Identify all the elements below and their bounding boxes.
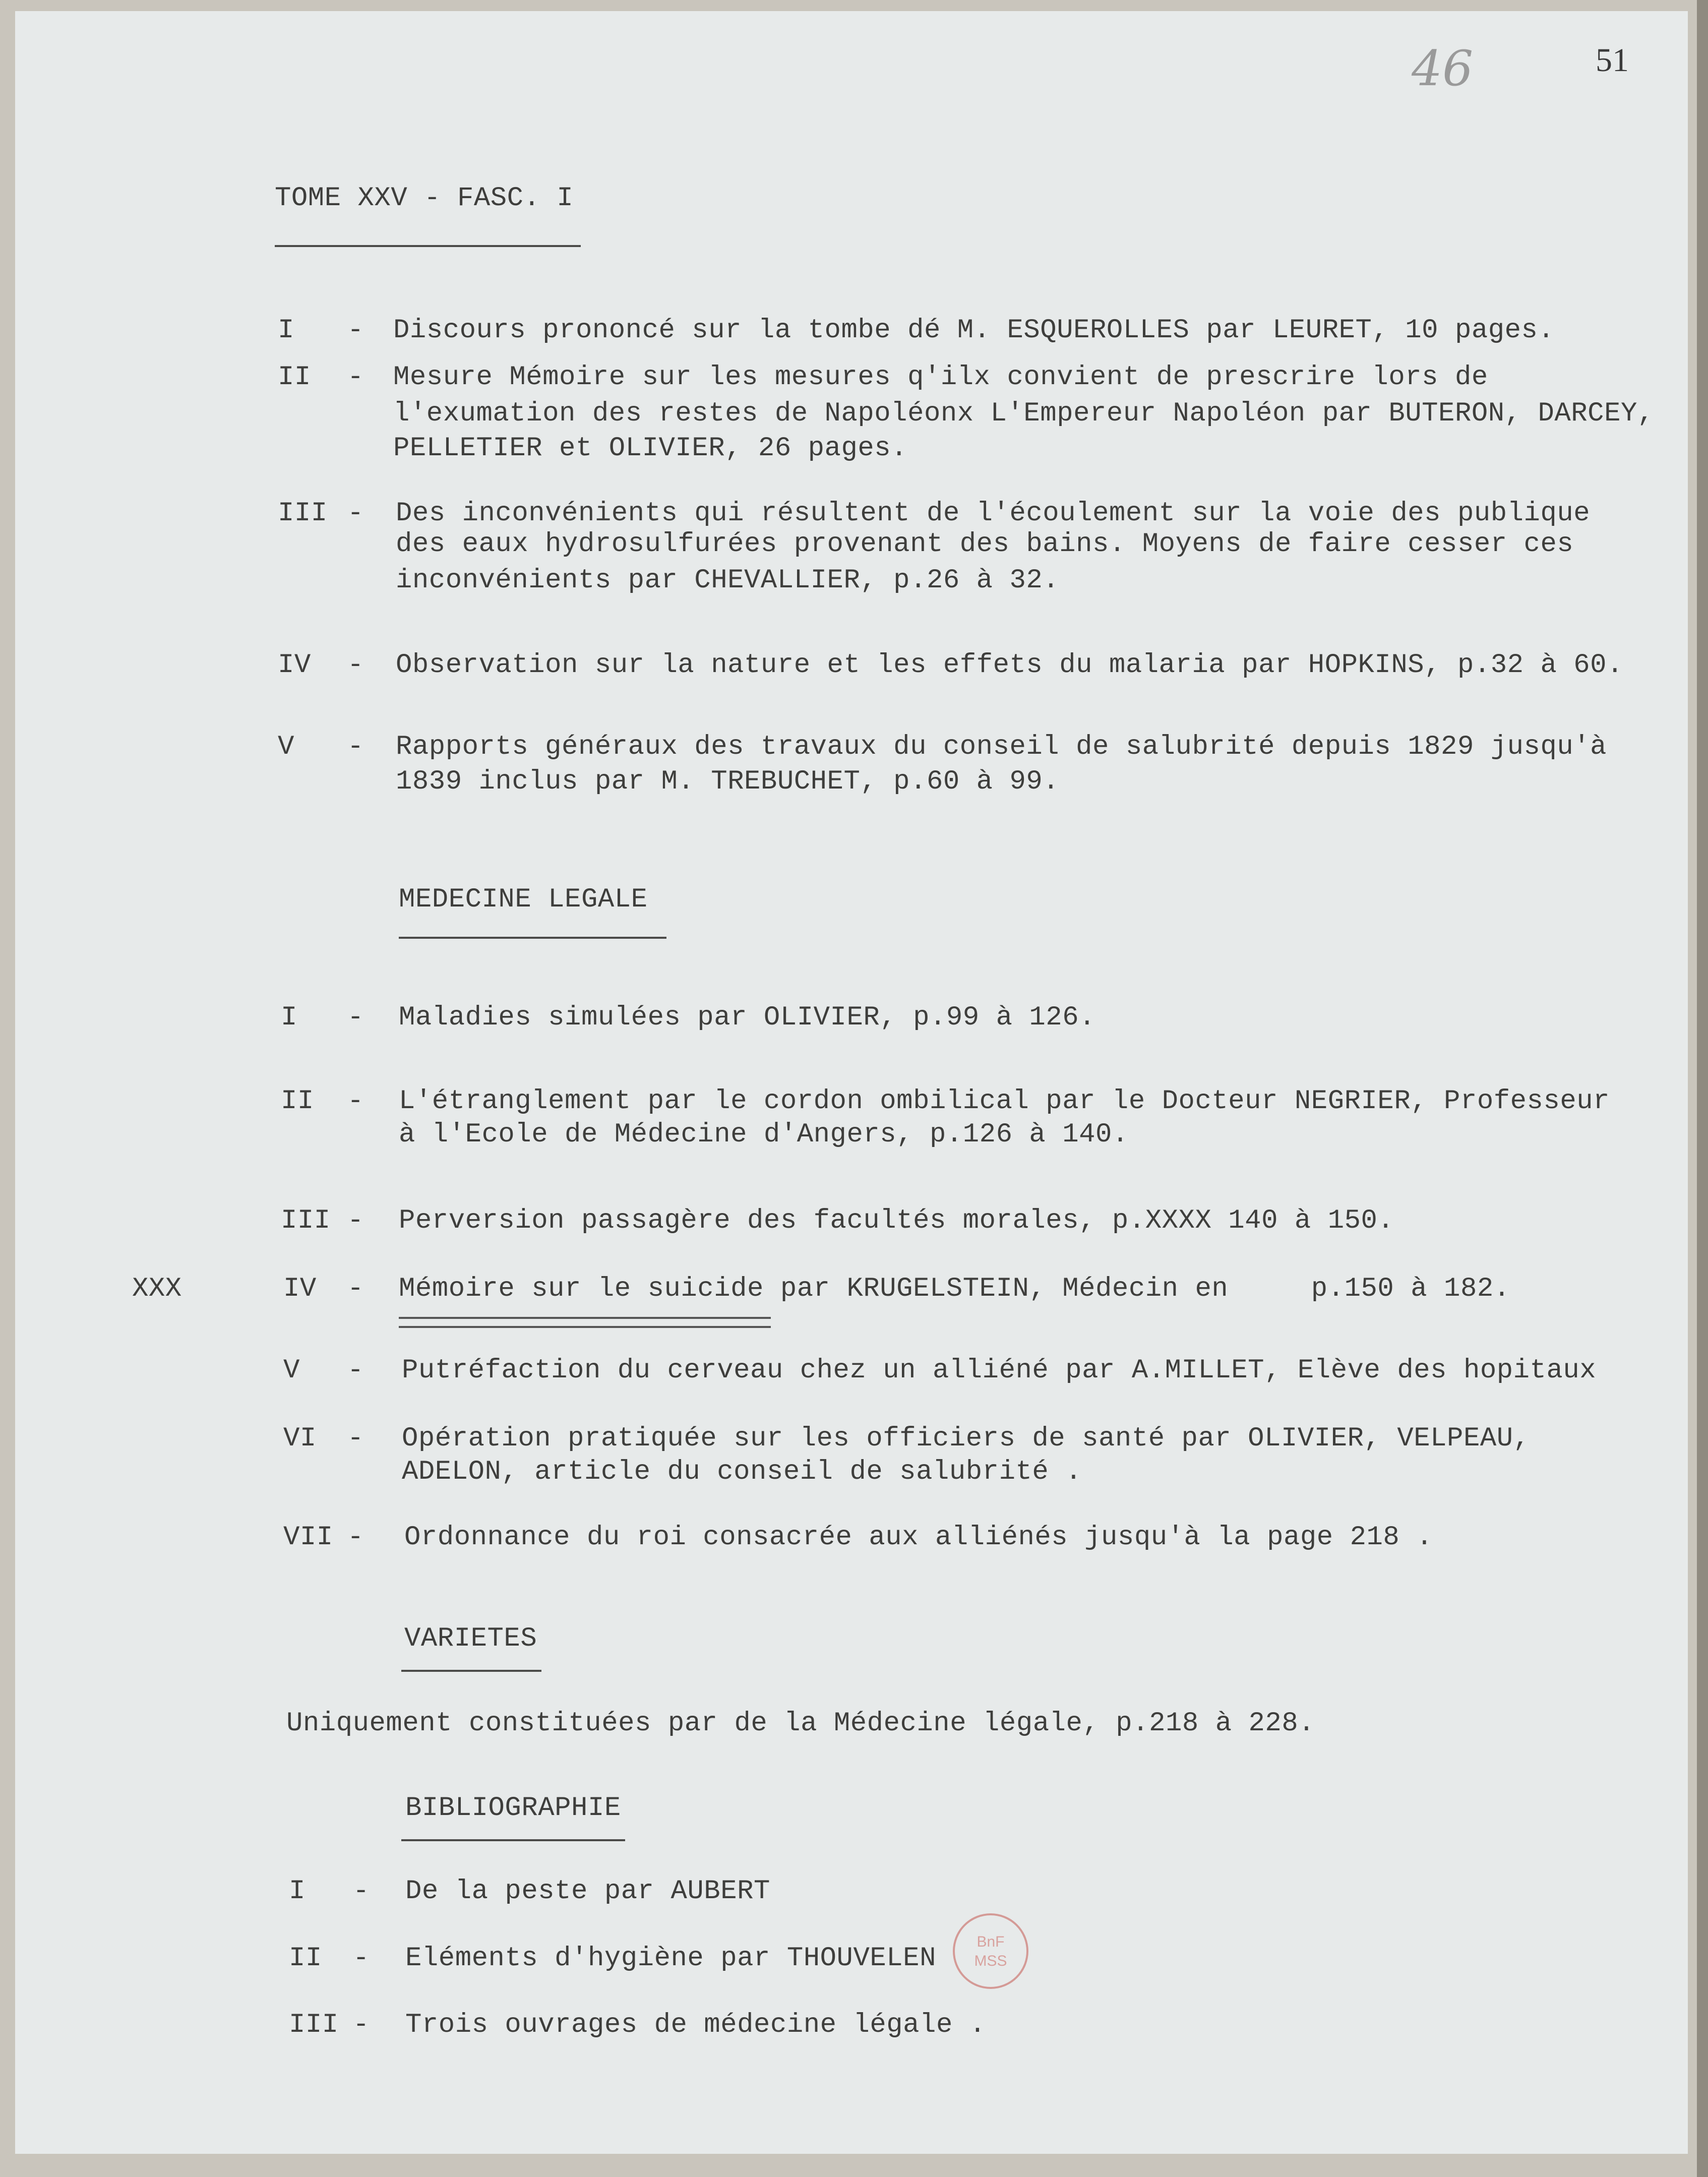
item-num: VI: [283, 1423, 317, 1454]
item-num: VII: [283, 1522, 333, 1553]
section-underline: [401, 1839, 625, 1841]
stamp-line: MSS: [974, 1953, 1007, 1969]
section-title-varietes: VARIETES: [404, 1623, 537, 1654]
item-line: à l'Ecole de Médecine d'Angers, p.126 à 140.: [399, 1119, 1129, 1150]
handwritten-folio: 46: [1412, 40, 1474, 97]
stamp-line: BnF: [977, 1933, 1005, 1950]
item-dash: -: [347, 650, 364, 681]
item-line: Maladies simulées par OLIVIER, p.99 à 126.: [399, 1002, 1096, 1033]
page-number: 51: [1596, 42, 1629, 79]
section-underline: [399, 937, 666, 939]
item-line: Mesure Mémoire sur les mesures q'ilx convient de prescrire lors de: [393, 362, 1488, 393]
item-num: I: [289, 1876, 306, 1907]
item-line: ADELON, article du conseil de salubrité .: [402, 1457, 1082, 1487]
item-line: Ordonnance du roi consacrée aux alliénés jusqu'à la page 218 .: [404, 1522, 1433, 1553]
item-line: des eaux hydrosulfurées provenant des bains. Moyens de faire cesser ces: [396, 529, 1574, 560]
item-num: II: [278, 362, 311, 393]
section-underline: [401, 1670, 541, 1672]
item-num: II: [281, 1086, 314, 1117]
item-dash: -: [347, 732, 364, 762]
item-dash: -: [353, 1943, 370, 1974]
item-num: III: [289, 2010, 339, 2040]
item-dash: -: [353, 1876, 370, 1907]
item-dash: -: [347, 498, 364, 529]
item-line: L'étranglement par le cordon ombilical par le Docteur NEGRIER, Professeur: [399, 1086, 1610, 1117]
item-dash: -: [347, 1002, 364, 1033]
item-line: Des inconvénients qui résultent de l'écoulement sur la voie des publique: [396, 498, 1591, 529]
item-dash: -: [353, 2010, 370, 2040]
item-line: Putréfaction du cerveau chez un alliéné par A.MILLET, Elève des hopitaux: [402, 1355, 1597, 1386]
item-dash: -: [347, 1086, 364, 1117]
item-num: I: [281, 1002, 297, 1033]
library-stamp: [953, 1913, 1028, 1989]
item-line: De la peste par AUBERT: [405, 1876, 770, 1907]
varietes-text: Uniquement constituées par de la Médecine légale, p.218 à 228.: [286, 1708, 1315, 1739]
item-dash: -: [347, 1274, 364, 1304]
item-dash: -: [347, 315, 364, 346]
item-dash: -: [347, 362, 364, 393]
item-num: IV: [283, 1274, 317, 1304]
item-line: Opération pratiquée sur les officiers de santé par OLIVIER, VELPEAU,: [402, 1423, 1530, 1454]
item-line: Observation sur la nature et les effets du malaria par HOPKINS, p.32 à 60.: [396, 650, 1623, 681]
item-num: II: [289, 1943, 322, 1974]
item-line: Discours prononcé sur la tombe dé M. ESQUEROLLES par LEURET, 10 pages.: [393, 315, 1555, 346]
item-line: PELLETIER et OLIVIER, 26 pages.: [393, 433, 908, 464]
item-line: 1839 inclus par M. TREBUCHET, p.60 à 99.: [396, 766, 1060, 797]
item-dash: -: [347, 1205, 364, 1236]
item-line: Perversion passagère des facultés morales, p.XXXX 140 à 150.: [399, 1205, 1394, 1236]
item-num: V: [278, 732, 294, 762]
scan-edge: [1697, 0, 1708, 2177]
item-dash: -: [347, 1355, 364, 1386]
double-underline: [399, 1317, 771, 1328]
item-line: Rapports généraux des travaux du conseil de salubrité depuis 1829 jusqu'à: [396, 732, 1607, 762]
section-title-bibliographie: BIBLIOGRAPHIE: [405, 1793, 621, 1824]
section-title-medecine-legale: MEDECINE LEGALE: [399, 884, 648, 915]
header-underline: [275, 245, 581, 247]
item-dash: -: [347, 1522, 364, 1553]
item-num: IV: [278, 650, 311, 681]
item-line: Trois ouvrages de médecine légale .: [405, 2010, 986, 2040]
item-line: l'exumation des restes de Napoléonx L'Empereur Napoléon par BUTERON, DARCEY,: [393, 398, 1654, 429]
item-line: Mémoire sur le suicide par KRUGELSTEIN, Médecin en p.150 à 182.: [399, 1274, 1510, 1304]
item-line: Eléments d'hygiène par THOUVELEN: [405, 1943, 936, 1974]
item-line: inconvénients par CHEVALLIER, p.26 à 32.: [396, 565, 1060, 596]
item-num: III: [281, 1205, 331, 1236]
item-num: I: [278, 315, 294, 346]
item-num: V: [283, 1355, 300, 1386]
header-title: TOME XXV - FASC. I: [275, 183, 574, 214]
item-num: III: [278, 498, 328, 529]
margin-note: XXX: [132, 1274, 182, 1304]
item-dash: -: [347, 1423, 364, 1454]
